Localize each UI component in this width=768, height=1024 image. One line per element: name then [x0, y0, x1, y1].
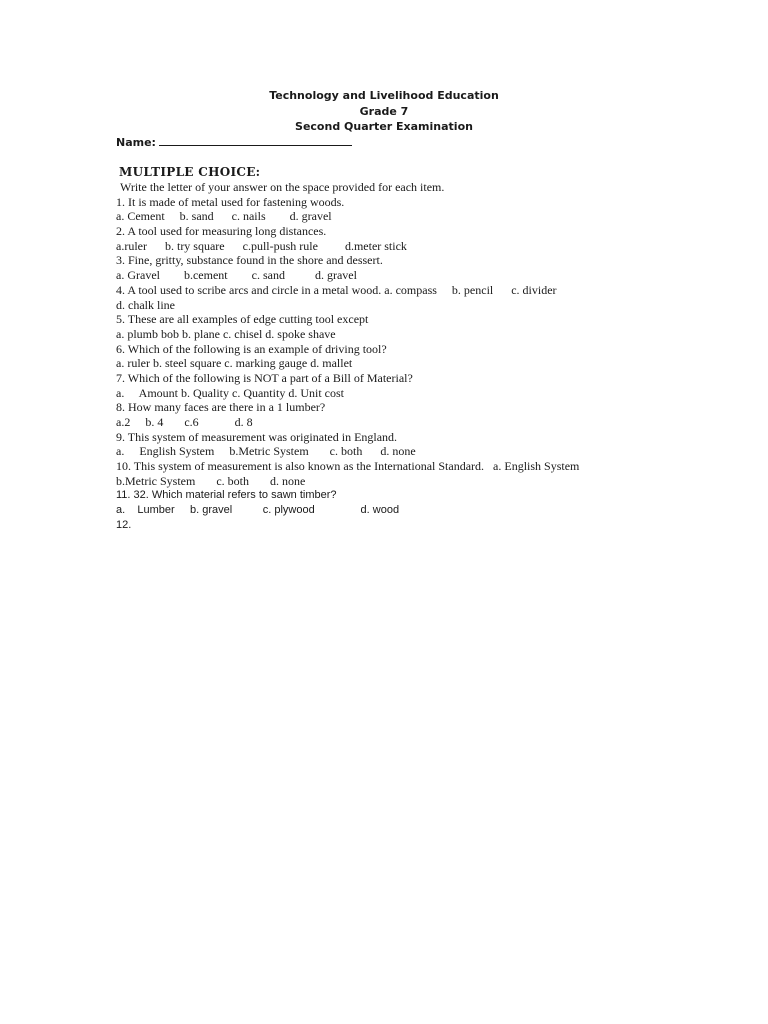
question-8: 8. How many faces are there in a 1 lumber? — [116, 400, 326, 415]
exam-title: Second Quarter Examination — [295, 120, 473, 133]
question-7: 7. Which of the following is NOT a part of a Bill of Material? — [116, 370, 413, 385]
choices-5: a. plumb bob b. plane c. chisel d. spoke shave — [116, 326, 336, 341]
name-label: Name: — [116, 136, 156, 149]
choices-11: a. Lumber b. gravel c. plywood d. wood — [116, 504, 400, 517]
question-1: 1. It is made of metal used for fastening woods. — [116, 194, 345, 209]
name-blank-line[interactable] — [159, 135, 352, 146]
choices-1: a. Cement b. sand c. nails d. gravel — [116, 209, 332, 224]
question-11: 11. 32. Which material refers to sawn timber? — [116, 489, 337, 502]
question-4: 4. A tool used to scribe arcs and circle in a metal wood. a. compass b. pencil c. divider — [116, 282, 557, 297]
choices-4-cont: d. chalk line — [116, 297, 175, 312]
grade-level: Grade 7 — [359, 104, 409, 118]
question-10: 10. This system of measurement is also known as the International Standard. a. English System — [116, 459, 580, 474]
choices-3: a. Gravel b.cement c. sand d. gravel — [116, 268, 357, 283]
name-field[interactable] — [116, 135, 352, 149]
section-title: MULTIPLE CHOICE: — [119, 165, 261, 179]
question-9: 9. This system of measurement was originated in England. — [116, 429, 398, 444]
instructions: Write the letter of your answer on the space provided for each item. — [120, 180, 445, 194]
question-5: 5. These are all examples of edge cutting tool except — [116, 312, 369, 327]
subject-title: Technology and Livelihood Education — [269, 89, 499, 102]
choices-10-cont: b.Metric System c. both d. none — [116, 473, 306, 488]
question-2: 2. A tool used for measuring long distances. — [116, 224, 327, 239]
choices-2: a.ruler b. try square c.pull-push rule d.meter stick — [116, 238, 407, 253]
choices-7: a. Amount b. Quality c. Quantity d. Unit cost — [116, 385, 344, 400]
question-12: 12. — [116, 518, 132, 531]
choices-8: a.2 b. 4 c.6 d. 8 — [116, 415, 253, 429]
choices-6: a. ruler b. steel square c. marking gauge d. mallet — [116, 356, 353, 371]
exam-header — [0, 88, 768, 135]
question-list — [116, 180, 656, 533]
choices-9: a. English System b.Metric System c. both d. none — [116, 444, 416, 459]
question-3: 3. Fine, gritty, substance found in the shore and dessert. — [116, 253, 383, 268]
question-6: 6. Which of the following is an example of driving tool? — [116, 341, 387, 356]
